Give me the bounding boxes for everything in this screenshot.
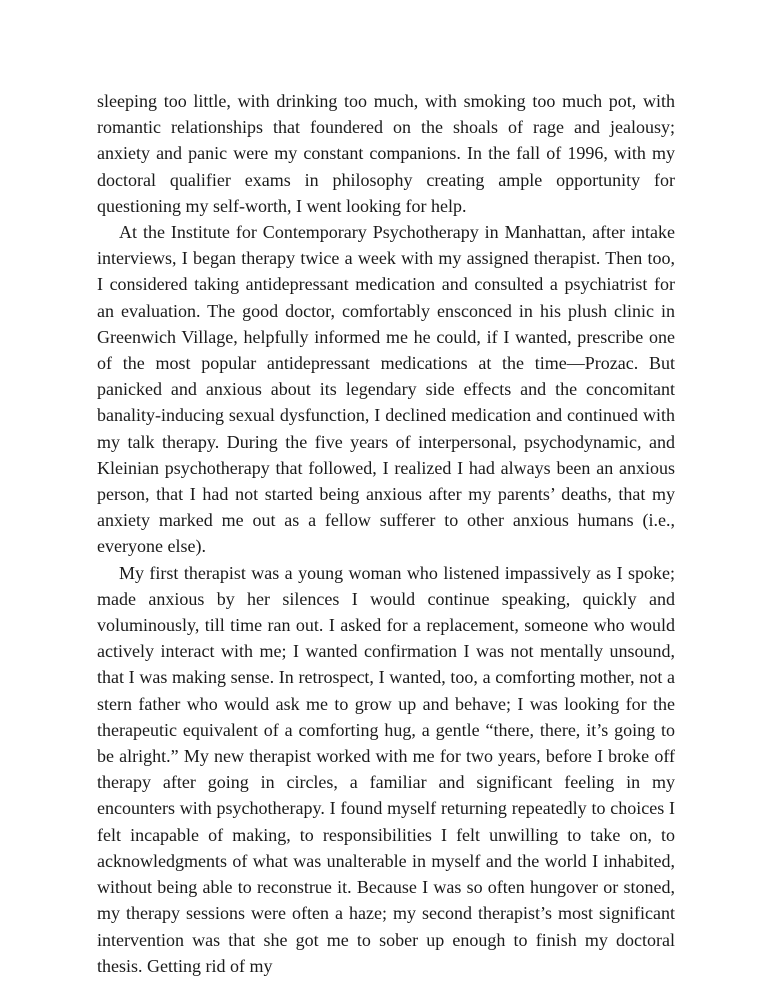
page-body: [97, 88, 675, 979]
paragraph-1: sleeping too little, with drinking too much, with smoking too much pot, with romantic relationships that foundered on the shoals of rage and jealousy; anxiety and panic were my constant companions. In the fall of 1996, with my doctoral qualifier exams in philosophy creating ample opportunity for questioning my self-worth, I went looking for help.: [97, 91, 675, 216]
paragraph-2: At the Institute for Contemporary Psychotherapy in Manhattan, after intake interviews, I began therapy twice a week with my assigned therapist. Then too, I considered taking antidepressant medication and consulted a psychiatrist for an evaluation. The good doctor, comfortably ensconced in his plush clinic in Greenwich Village, helpfully informed me he could, if I wanted, prescribe one of the most popular antidepressant medications at the time—Prozac. But panicked and anxious about its legendary side effects and the concomitant banality-inducing sexual dysfunction, I declined medication and continued with my talk therapy. During the five years of interpersonal, psychodynamic, and Kleinian psychotherapy that followed, I realized I had always been an anxious person, that I had not started being anxious after my parents’ deaths, that my anxiety marked me out as a fellow sufferer to other anxious humans (i.e., everyone else).: [97, 222, 675, 557]
paragraph-3: My first therapist was a young woman who listened impassively as I spoke; made anxious by her silences I would continue speaking, quickly and voluminously, till time ran out. I asked for a replacement, someone who would actively interact with me; I wanted confirmation I was not mentally unsound, that I was making sense. In retrospect, I wanted, too, a comforting mother, not a stern father who would ask me to grow up and behave; I was looking for the therapeutic equivalent of a comforting hug, a gentle “there, there, it’s going to be alright.” My new therapist worked with me for two years, before I broke off therapy after going in circles, a familiar and significant feeling in my encounters with psychotherapy. I found myself returning repeatedly to choices I felt incapable of making, to responsibilities I felt unwilling to take on, to acknowledgments of what was unalterable in myself and the world I inhabited, without being able to reconstrue it. Because I was so often hungover or stoned, my therapy sessions were often a haze; my second therapist’s most significant intervention was that she got me to sober up enough to finish my doctoral thesis. Getting rid of my: [97, 562, 675, 976]
